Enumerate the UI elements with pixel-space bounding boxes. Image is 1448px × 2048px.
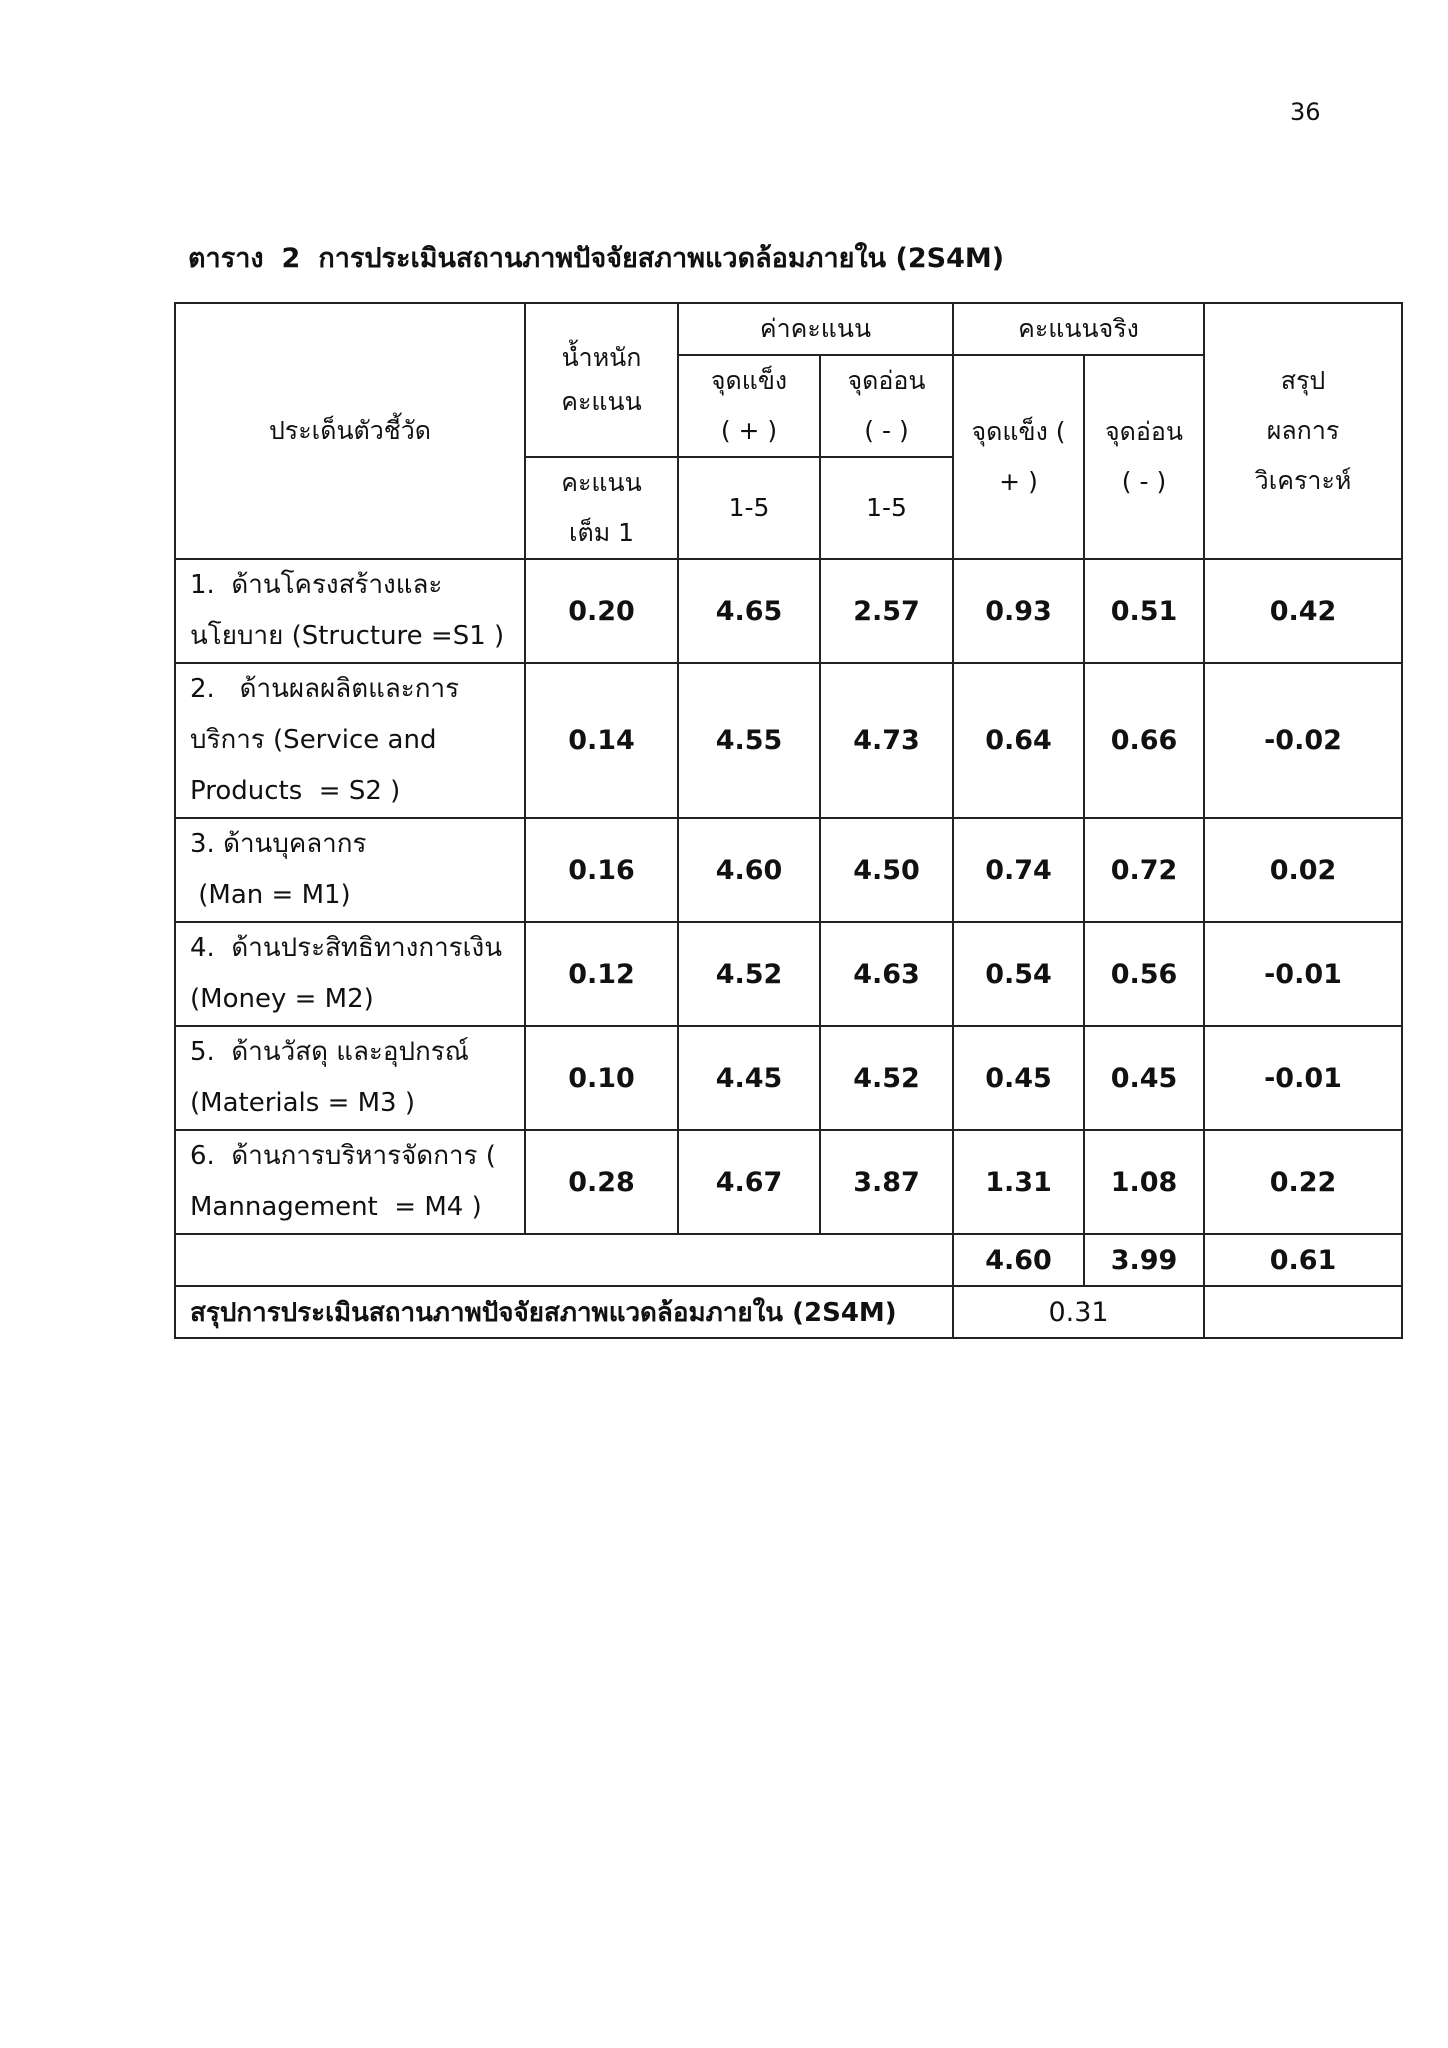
row-issue-line: 2. ด้านผลผลิตและการ	[190, 674, 460, 704]
header-score-strength-line1: จุดแข็ง	[710, 366, 788, 395]
row-score-strength: 4.45	[678, 1026, 820, 1130]
row-issue-line: 6. ด้านการบริหารจัดการ (	[190, 1141, 496, 1171]
conclusion-row	[175, 1286, 1402, 1338]
row-weight: 0.16	[525, 818, 678, 922]
row-issue	[175, 663, 525, 818]
row-score-weakness: 2.57	[820, 559, 953, 663]
row-summary: -0.01	[1204, 922, 1402, 1026]
row-issue-line: 4. ด้านประสิทธิทางการเงิน	[190, 933, 502, 963]
header-score-strength-range: 1-5	[678, 457, 820, 559]
row-issue	[175, 559, 525, 663]
row-issue	[175, 1130, 525, 1234]
header-weight-full	[525, 457, 678, 559]
row-score-strength: 4.55	[678, 663, 820, 818]
row-score-weakness: 4.63	[820, 922, 953, 1026]
row-summary: 0.02	[1204, 818, 1402, 922]
table-row	[175, 1130, 1402, 1234]
header-weight-full-line2: เต็ม 1	[568, 518, 635, 547]
header-score-strength-line2: ( + )	[720, 416, 778, 445]
row-issue-line: (Materials = M3 )	[190, 1088, 416, 1118]
table-row	[175, 1026, 1402, 1130]
total-real-weakness: 3.99	[1084, 1234, 1204, 1286]
header-summary-line3: วิเคราะห์	[1254, 466, 1352, 495]
row-issue-line: (Man = M1)	[190, 880, 351, 910]
header-weight-line2: คะแนน	[561, 387, 642, 416]
row-issue-line: (Money = M2)	[190, 984, 374, 1014]
row-issue-line: 1. ด้านโครงสร้างและ	[190, 570, 443, 600]
caption-text: การประเมินสถานภาพปัจจัยสภาพแวดล้อมภายใน (2S4M)	[318, 243, 1005, 274]
header-score-weakness-line1: จุดอ่อน	[847, 366, 926, 395]
total-real-strength: 4.60	[953, 1234, 1084, 1286]
row-summary: 0.42	[1204, 559, 1402, 663]
row-issue-line: Products = S2 )	[190, 776, 401, 806]
row-weight: 0.28	[525, 1130, 678, 1234]
row-issue-line: บริการ (Service and	[190, 725, 437, 755]
header-real-weakness-line2: ( - )	[1121, 467, 1167, 496]
row-score-weakness: 3.87	[820, 1130, 953, 1234]
conclusion-value: 0.31	[953, 1286, 1204, 1338]
row-summary: -0.02	[1204, 663, 1402, 818]
row-summary: 0.22	[1204, 1130, 1402, 1234]
header-score-group: ค่าคะแนน	[678, 303, 953, 355]
row-issue-line: Mannagement = M4 )	[190, 1192, 482, 1222]
row-issue	[175, 922, 525, 1026]
table-row	[175, 922, 1402, 1026]
row-issue-line: 5. ด้านวัสดุ และอุปกรณ์	[190, 1037, 469, 1067]
row-score-weakness: 4.73	[820, 663, 953, 818]
row-score-strength: 4.67	[678, 1130, 820, 1234]
header-summary-line2: ผลการ	[1266, 416, 1340, 445]
caption-number: 2	[281, 243, 301, 274]
row-real-weakness: 1.08	[1084, 1130, 1204, 1234]
header-real-weakness-line1: จุดอ่อน	[1105, 417, 1184, 446]
table-row	[175, 559, 1402, 663]
header-real-strength-line2: + )	[999, 467, 1038, 496]
header-weight-line1: น้ำหนัก	[561, 343, 642, 372]
table-header	[175, 303, 1402, 559]
row-real-strength: 0.45	[953, 1026, 1084, 1130]
row-score-weakness: 4.52	[820, 1026, 953, 1130]
header-real-strength	[953, 355, 1084, 559]
row-issue-line: 3. ด้านบุคลากร	[190, 829, 367, 859]
row-issue	[175, 1026, 525, 1130]
conclusion-label: สรุปการประเมินสถานภาพปัจจัยสภาพแวดล้อมภายใน (2S4M)	[175, 1286, 953, 1338]
row-real-strength: 0.54	[953, 922, 1084, 1026]
conclusion-blank-cell	[1204, 1286, 1402, 1338]
table-row	[175, 663, 1402, 818]
row-issue	[175, 818, 525, 922]
header-issue: ประเด็นตัวชี้วัด	[175, 303, 525, 559]
row-weight: 0.20	[525, 559, 678, 663]
header-weight	[525, 303, 678, 457]
header-real-strength-line1: จุดแข็ง (	[971, 417, 1066, 446]
row-real-strength: 0.74	[953, 818, 1084, 922]
assessment-table	[174, 302, 1403, 1339]
caption-prefix: ตาราง	[188, 243, 264, 274]
row-real-weakness: 0.51	[1084, 559, 1204, 663]
row-real-strength: 0.64	[953, 663, 1084, 818]
header-real-weakness	[1084, 355, 1204, 559]
row-score-weakness: 4.50	[820, 818, 953, 922]
row-summary: -0.01	[1204, 1026, 1402, 1130]
row-score-strength: 4.60	[678, 818, 820, 922]
header-weight-full-line1: คะแนน	[561, 468, 642, 497]
total-summary: 0.61	[1204, 1234, 1402, 1286]
row-issue-line: นโยบาย (Structure =S1 )	[190, 621, 505, 651]
row-score-strength: 4.65	[678, 559, 820, 663]
table-footer	[175, 1234, 1402, 1338]
row-weight: 0.12	[525, 922, 678, 1026]
header-summary-line1: สรุป	[1280, 366, 1326, 395]
page-number: 36	[1290, 98, 1321, 126]
row-real-weakness: 0.72	[1084, 818, 1204, 922]
row-score-strength: 4.52	[678, 922, 820, 1026]
header-score-weakness-line2: ( - )	[864, 416, 909, 445]
row-real-strength: 1.31	[953, 1130, 1084, 1234]
row-real-weakness: 0.56	[1084, 922, 1204, 1026]
row-weight: 0.14	[525, 663, 678, 818]
table-row	[175, 818, 1402, 922]
header-score-weakness-range: 1-5	[820, 457, 953, 559]
table-caption	[188, 236, 1004, 279]
header-summary	[1204, 303, 1402, 559]
row-real-weakness: 0.45	[1084, 1026, 1204, 1130]
totals-row	[175, 1234, 1402, 1286]
header-score-weakness	[820, 355, 953, 457]
row-real-strength: 0.93	[953, 559, 1084, 663]
header-real-group: คะแนนจริง	[953, 303, 1204, 355]
row-real-weakness: 0.66	[1084, 663, 1204, 818]
totals-blank-cell	[175, 1234, 953, 1286]
table-body	[175, 559, 1402, 1234]
row-weight: 0.10	[525, 1026, 678, 1130]
header-score-strength	[678, 355, 820, 457]
